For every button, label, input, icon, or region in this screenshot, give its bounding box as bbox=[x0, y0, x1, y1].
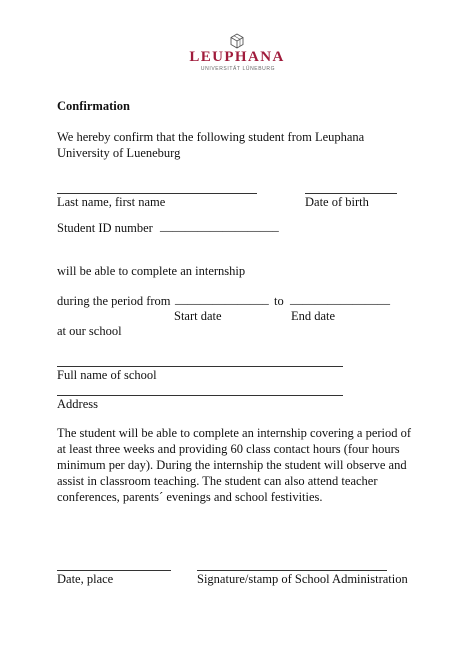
address-label: Address bbox=[57, 397, 98, 411]
internship-text: will be able to complete an internship bbox=[57, 264, 246, 278]
date-place-blank-line[interactable] bbox=[57, 570, 171, 571]
dob-label: Date of birth bbox=[305, 195, 369, 209]
end-date-blank[interactable]: ________________ bbox=[290, 292, 390, 306]
start-date-label: Start date bbox=[174, 309, 222, 323]
body-text-line-1: The student will be able to complete an internship covering a period of bbox=[57, 426, 412, 440]
date-place-label: Date, place bbox=[57, 572, 114, 586]
signature-label: Signature/stamp of School Administration bbox=[197, 572, 408, 586]
school-name-label: Full name of school bbox=[57, 368, 157, 382]
period-to: to bbox=[274, 294, 284, 308]
address-blank-line[interactable] bbox=[57, 395, 343, 396]
school-text: at our school bbox=[57, 324, 122, 338]
page-title: Confirmation bbox=[57, 99, 130, 113]
student-id-blank[interactable]: ___________________ bbox=[160, 219, 279, 233]
end-date-label: End date bbox=[291, 309, 336, 323]
body-text-line-3: minimum per day). During the internship the student will observe and bbox=[57, 458, 407, 472]
intro-line-2: University of Lueneburg bbox=[57, 146, 181, 160]
body-text-line-5: conferences, parents´ evenings and school festivities. bbox=[57, 490, 323, 504]
signature-blank-line[interactable] bbox=[197, 570, 387, 571]
dob-blank-line[interactable] bbox=[305, 193, 397, 194]
body-text-line-4: assist in classroom teaching. The student can also attend teacher bbox=[57, 474, 378, 488]
name-label: Last name, first name bbox=[57, 195, 166, 209]
intro-line-1: We hereby confirm that the following student from Leuphana bbox=[57, 130, 365, 144]
school-name-blank-line[interactable] bbox=[57, 366, 343, 367]
student-id-label: Student ID number bbox=[57, 221, 153, 235]
logo-wordmark: LEUPHANA bbox=[189, 49, 285, 65]
cube-logo-icon bbox=[230, 33, 244, 49]
start-date-blank[interactable]: _______________ bbox=[175, 292, 269, 306]
period-prefix: during the period from bbox=[57, 294, 171, 308]
name-blank-line[interactable] bbox=[57, 193, 257, 194]
logo-subtitle: UNIVERSITÄT LÜNEBURG bbox=[200, 66, 276, 72]
body-text-line-2: at least three weeks and providing 60 class contact hours (four hours bbox=[57, 442, 400, 456]
